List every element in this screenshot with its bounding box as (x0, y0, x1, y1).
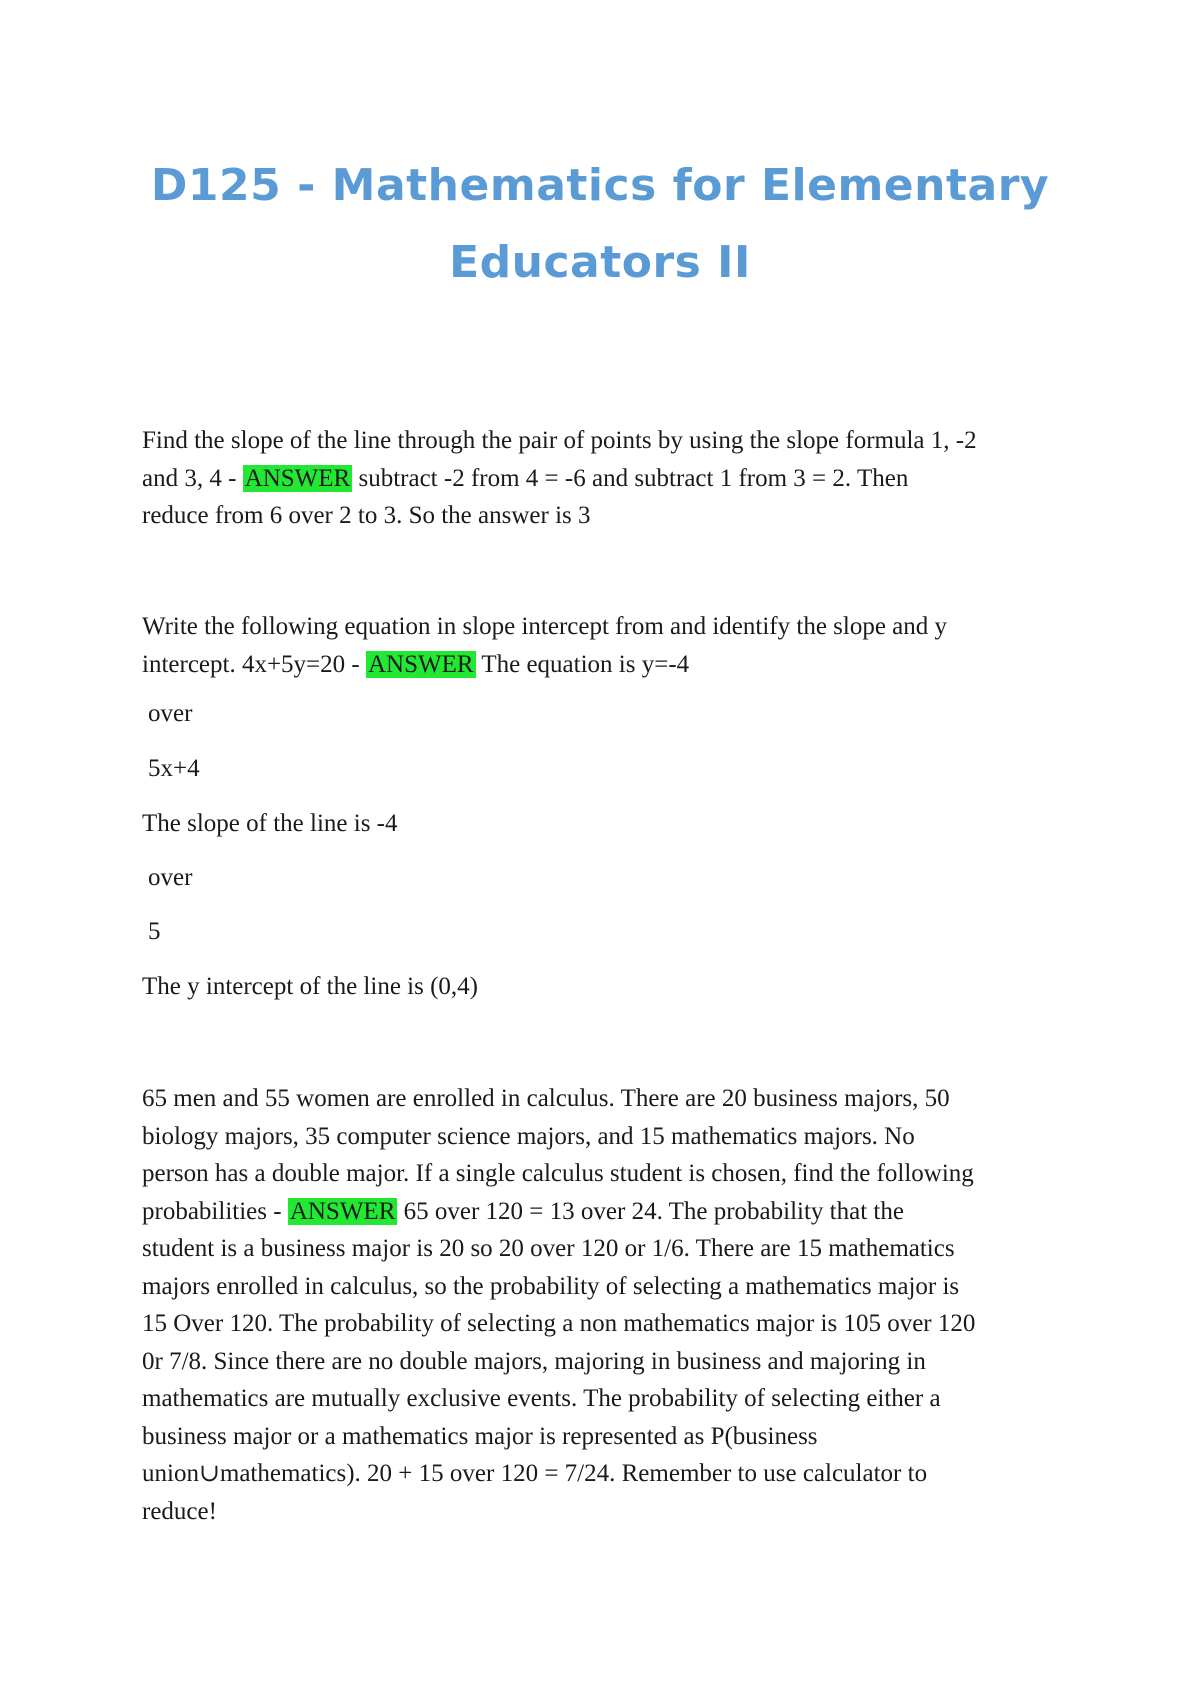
q3-line-4-post: 65 over 120 = 13 over 24. The probability that the (397, 1197, 904, 1225)
q2-five: 5 (148, 918, 161, 945)
q1-line-1: Find the slope of the line through the pair of points by using the slope formula 1, -2 (142, 427, 977, 454)
document-title-line-1: D125 - Mathematics for Elementary (150, 160, 1050, 211)
q3-line-12: reduce! (142, 1497, 217, 1525)
q2-over-2: over (148, 864, 193, 891)
question-2 (142, 608, 1072, 683)
answer-highlight: ANSWER (244, 464, 351, 492)
answer-highlight: ANSWER (289, 1197, 396, 1225)
q2-intercept: The y intercept of the line is (0,4) (142, 973, 478, 1000)
q3-line-1: 65 men and 55 women are enrolled in calculus. There are 20 business majors, 50 (142, 1085, 950, 1112)
question-1 (142, 422, 1072, 535)
q3-line-10: business major or a mathematics major is represented as P(business (142, 1422, 818, 1450)
question-3 (142, 1080, 1072, 1530)
q3-line-11: union∪mathematics). 20 + 15 over 120 = 7/24. Remember to use calculator to (142, 1460, 928, 1487)
q3-line-8: 0r 7/8. Since there are no double majors, majoring in business and majoring in (142, 1347, 926, 1375)
q3-line-2: biology majors, 35 computer science majors, and 15 mathematics majors. No (142, 1122, 915, 1150)
q1-line-2-pre: and 3, 4 - (142, 464, 243, 492)
q2-over-1: over (148, 700, 193, 727)
q3-line-3: person has a double major. If a single calculus student is chosen, find the following (142, 1160, 974, 1187)
q1-line-2 (142, 460, 1072, 498)
q2-line-1: Write the following equation in slope intercept from and identify the slope and y (142, 613, 948, 640)
q3-line-9: mathematics are mutually exclusive events. The probability of selecting either a (142, 1385, 941, 1412)
q3-line-4-pre: probabilities - (142, 1197, 288, 1225)
q2-line-2 (142, 646, 1072, 684)
q1-line-3: reduce from 6 over 2 to 3. So the answer is 3 (142, 502, 591, 529)
q3-line-5: student is a business major is 20 so 20 over 120 or 1/6. There are 15 mathematics (142, 1235, 955, 1262)
q2-line-2-pre: intercept. 4x+5y=20 - (142, 650, 366, 678)
q2-expression: 5x+4 (148, 755, 200, 782)
q2-slope: The slope of the line is -4 (142, 810, 398, 837)
q3-line-4 (142, 1193, 1072, 1231)
document-title-line-2: Educators II (449, 237, 751, 288)
q1-line-2-post: subtract -2 from 4 = -6 and subtract 1 from 3 = 2. Then (352, 464, 909, 492)
q3-line-6: majors enrolled in calculus, so the probability of selecting a mathematics major is (142, 1272, 960, 1300)
q3-line-7: 15 Over 120. The probability of selecting a non mathematics major is 105 over 120 (142, 1310, 976, 1337)
q2-line-2-post: The equation is y=-4 (475, 650, 690, 678)
answer-highlight: ANSWER (367, 650, 474, 678)
